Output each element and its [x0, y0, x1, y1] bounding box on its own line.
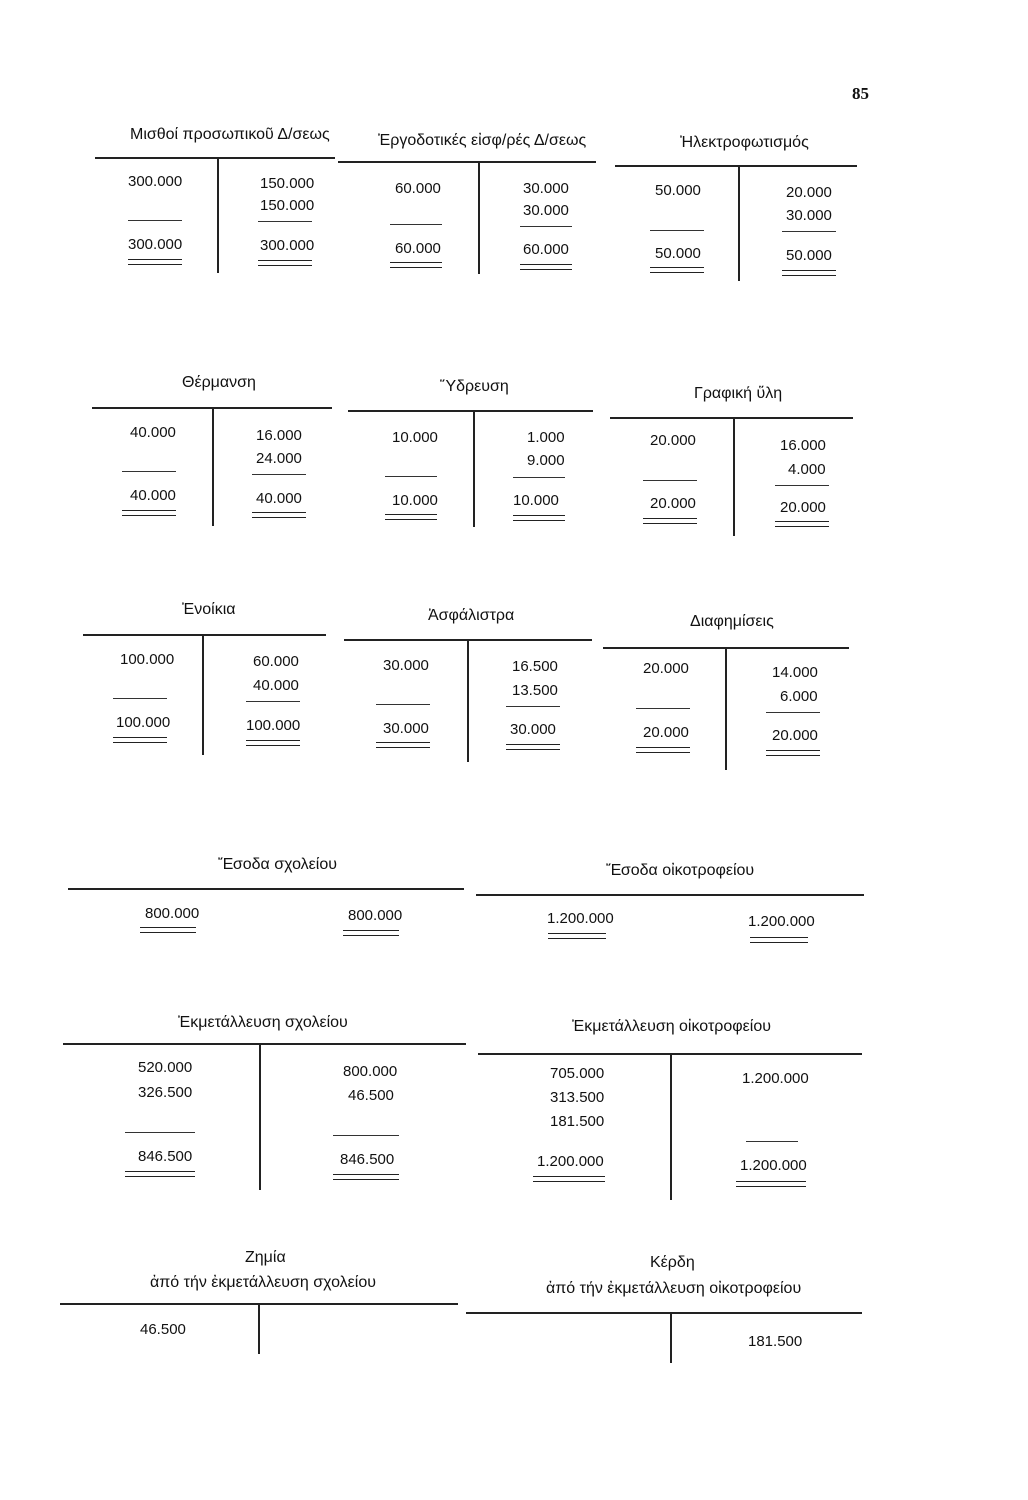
account-title: Ἀσφάλιστρα [428, 607, 515, 624]
credit-entry: 1.000 [527, 429, 565, 446]
debit-total: 1.200.000 [537, 1153, 604, 1170]
t-account-top-line [338, 161, 596, 163]
debit-entry: 50.000 [655, 182, 701, 199]
debit-entry: 30.000 [383, 657, 429, 674]
double-underline [113, 737, 167, 743]
subtotal-line [643, 480, 697, 481]
credit-entry: 30.000 [523, 180, 569, 197]
subtotal-line [782, 231, 836, 232]
credit-total: 846.500 [340, 1151, 395, 1168]
credit-entry: 9.000 [527, 452, 565, 469]
debit-entry: 181.500 [550, 1113, 605, 1130]
subtotal-line [385, 476, 437, 477]
double-underline [385, 514, 437, 520]
double-underline [125, 1171, 195, 1177]
t-account-center-line [258, 1304, 260, 1354]
credit-entry: 24.000 [256, 450, 302, 467]
subtotal-line [746, 1141, 798, 1142]
double-underline [548, 933, 606, 939]
subtotal-line [650, 230, 704, 231]
double-underline [246, 740, 300, 746]
account-title-line2: ἀπό τήν ἐκμετάλλευση σχολείου [150, 1274, 376, 1291]
account-title-line2: ἀπό τήν ἐκμετάλλευση οἰκοτροφείου [546, 1280, 802, 1297]
debit-entry: 46.500 [140, 1321, 186, 1338]
debit-total: 100.000 [116, 714, 171, 731]
debit-entry: 326.500 [138, 1084, 193, 1101]
credit-total: 20.000 [780, 499, 826, 516]
t-account-top-line [83, 634, 326, 636]
double-underline [736, 1181, 806, 1187]
t-account-center-line [259, 1044, 261, 1190]
double-underline [506, 744, 560, 750]
credit-entry: 40.000 [253, 677, 299, 694]
credit-total: 20.000 [772, 727, 818, 744]
credit-entry: 1.200.000 [742, 1070, 809, 1087]
credit-entry: 800.000 [343, 1063, 398, 1080]
debit-entry: 20.000 [643, 660, 689, 677]
debit-entry: 40.000 [130, 424, 176, 441]
credit-entry: 4.000 [788, 461, 826, 478]
credit-total: 1.200.000 [748, 913, 815, 930]
account-title: Θέρμανση [182, 374, 256, 391]
account-title: Ἠλεκτροφωτισμός [680, 134, 809, 151]
debit-total: 300.000 [128, 236, 183, 253]
credit-total: 10.000 [513, 492, 559, 509]
credit-entry: 16.000 [780, 437, 826, 454]
account-title: Μισθοί προσωπικοῦ Δ/σεως [130, 126, 330, 143]
credit-total: 800.000 [348, 907, 403, 924]
double-underline [650, 267, 704, 273]
subtotal-line [376, 704, 430, 705]
double-underline [376, 742, 430, 748]
subtotal-line [520, 226, 572, 227]
debit-total: 60.000 [395, 240, 441, 257]
double-underline [258, 260, 312, 266]
t-account-center-line [217, 158, 219, 273]
debit-entry: 313.500 [550, 1089, 605, 1106]
subtotal-line [506, 706, 560, 707]
subtotal-line [258, 221, 312, 222]
double-underline [750, 937, 808, 943]
page-number: 85 [852, 84, 869, 103]
credit-entry: 30.000 [786, 207, 832, 224]
credit-total: 50.000 [786, 247, 832, 264]
credit-total: 60.000 [523, 241, 569, 258]
debit-entry: 60.000 [395, 180, 441, 197]
debit-entry: 520.000 [138, 1059, 193, 1076]
t-account-top-line [615, 165, 857, 167]
credit-entry: 16.000 [256, 427, 302, 444]
credit-entry: 14.000 [772, 664, 818, 681]
credit-entry: 150.000 [260, 175, 315, 192]
credit-entry: 60.000 [253, 653, 299, 670]
credit-total: 300.000 [260, 237, 315, 254]
credit-entry: 30.000 [523, 202, 569, 219]
double-underline [782, 270, 836, 276]
subtotal-line [390, 224, 442, 225]
subtotal-line [125, 1132, 195, 1133]
double-underline [766, 750, 820, 756]
account-title: Ἐκμετάλλευση οἰκοτροφείου [572, 1018, 771, 1035]
subtotal-line [513, 477, 565, 478]
account-title: Ἐργοδοτικές εἰσφ/ρές Δ/σεως [378, 132, 587, 149]
debit-total: 20.000 [650, 495, 696, 512]
t-account-center-line [478, 162, 480, 274]
t-account-center-line [733, 418, 735, 536]
debit-entry: 705.000 [550, 1065, 605, 1082]
t-account-top-line [476, 894, 864, 896]
subtotal-line [766, 712, 820, 713]
credit-entry: 20.000 [786, 184, 832, 201]
t-account-top-line [63, 1043, 466, 1045]
t-account-top-line [610, 417, 853, 419]
account-title: Διαφημίσεις [690, 613, 774, 630]
double-underline [122, 510, 176, 516]
double-underline [390, 262, 442, 268]
account-title: Ἐκμετάλλευση σχολείου [178, 1014, 348, 1031]
debit-entry: 10.000 [392, 429, 438, 446]
account-title: Ἐνοίκια [182, 601, 236, 618]
debit-total: 40.000 [130, 487, 176, 504]
t-account-top-line [95, 157, 335, 159]
t-account-center-line [738, 166, 740, 281]
debit-entry: 20.000 [650, 432, 696, 449]
double-underline [636, 747, 690, 753]
double-underline [775, 521, 829, 527]
debit-total: 30.000 [383, 720, 429, 737]
debit-entry: 300.000 [128, 173, 183, 190]
subtotal-line [636, 708, 690, 709]
debit-total: 20.000 [643, 724, 689, 741]
credit-entry: 16.500 [512, 658, 558, 675]
debit-total: 800.000 [145, 905, 200, 922]
t-account-top-line [68, 888, 464, 890]
subtotal-line [246, 701, 300, 702]
debit-total: 50.000 [655, 245, 701, 262]
subtotal-line [775, 485, 829, 486]
double-underline [252, 512, 306, 518]
t-account-center-line [473, 411, 475, 527]
credit-entry: 181.500 [748, 1333, 803, 1350]
credit-entry: 6.000 [780, 688, 818, 705]
credit-entry: 13.500 [512, 682, 558, 699]
account-title: Ἔσοδα σχολείου [218, 856, 337, 873]
t-account-top-line [466, 1312, 862, 1314]
double-underline [513, 515, 565, 521]
double-underline [643, 518, 697, 524]
subtotal-line [252, 474, 306, 475]
double-underline [343, 930, 399, 936]
double-underline [520, 264, 572, 270]
debit-total: 1.200.000 [547, 910, 614, 927]
double-underline [128, 259, 182, 265]
debit-total: 10.000 [392, 492, 438, 509]
double-underline [140, 927, 196, 933]
account-title-line1: Ζημία [245, 1249, 286, 1266]
debit-total: 846.500 [138, 1148, 193, 1165]
account-title: Ὕδρευση [440, 378, 509, 395]
t-account-center-line [467, 640, 469, 762]
subtotal-line [113, 698, 167, 699]
t-account-top-line [348, 410, 593, 412]
t-account-center-line [212, 408, 214, 526]
double-underline [533, 1176, 605, 1182]
credit-total: 40.000 [256, 490, 302, 507]
t-account-center-line [670, 1313, 672, 1363]
credit-total: 30.000 [510, 721, 556, 738]
subtotal-line [128, 220, 182, 221]
double-underline [333, 1174, 399, 1180]
account-title-line1: Κέρδη [650, 1254, 695, 1271]
t-account-center-line [202, 635, 204, 755]
subtotal-line [333, 1135, 399, 1136]
t-account-center-line [725, 648, 727, 770]
credit-entry: 150.000 [260, 197, 315, 214]
subtotal-line [122, 471, 176, 472]
credit-total: 100.000 [246, 717, 301, 734]
debit-entry: 100.000 [120, 651, 175, 668]
account-title: Γραφική ὕλη [694, 385, 783, 402]
credit-entry: 46.500 [348, 1087, 394, 1104]
account-title: Ἔσοδα οἰκοτροφείου [606, 862, 755, 879]
t-account-center-line [670, 1054, 672, 1200]
credit-total: 1.200.000 [740, 1157, 807, 1174]
